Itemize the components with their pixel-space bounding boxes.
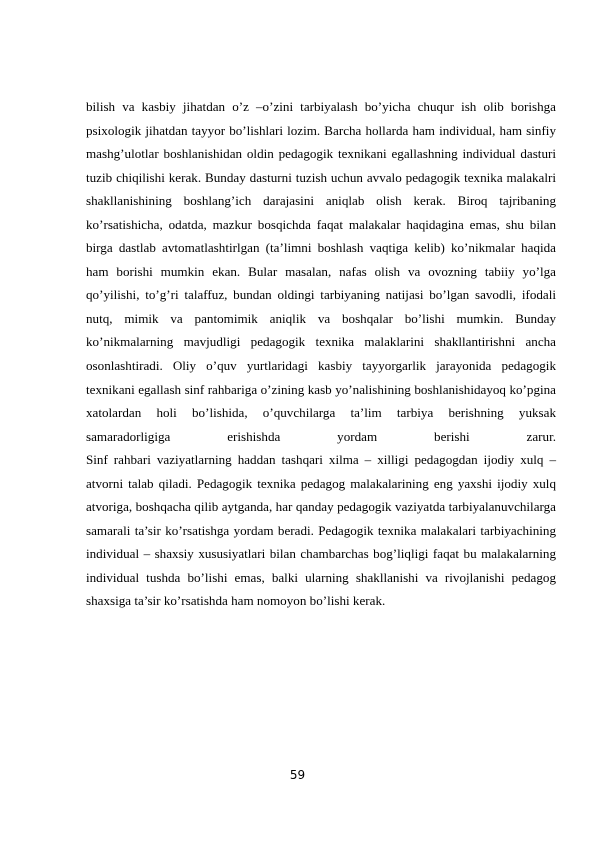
paragraph-1: bilish va kasbiy jihatdan o’z –o’zini tarbiyalash bo’yicha chuqur ish olib borishga psixologik jihatdan tayyor bo’lishlari lozim. Barcha hollarda ham individual, ham sinfiy mashg’ulotlar boshlanishidan oldin pedagogik texnikani egallashning individual dasturi tuzib chiqilishi kerak. Bunday dasturni tuzish uchun avvalo pedagogik texnika malakalri shakllanishining boshlang’ich darajasini aniqlab olish kerak. Biroq tajribaning ko’rsatishicha, odatda, mazkur bosqichda faqat malakalar haqidagina emas, shu bilan birga dastlab avtomatlashtirlgan (ta’limni boshlash vaqtiga kelib) ko’nikmalar haqida ham borishi mumkin ekan. Bular masalan, nafas olish va ovozning tabiiy yo’lga qo’yilishi, to’g’ri talaffuz, bundan oldingi tarbiyaning natijasi bo’lgan savodli, ifodali nutq, mimik va pantomimik aniqlik va boshqalar bo’lishi mumkin. Bunday ko’nikmalarning mavjudligi pedagogik texnika malaklarini shakllantirishni ancha osonlashtiradi. Oliy o’quv yurtlaridagi kasbiy tayyorgarlik jarayonida pedagogik texnikani egallash sinf rahbariga o’zining kasb yo’nalishining boshlanishidayoq ko’pgina xatolardan holi bo’lishida, o’quvchilarga ta’lim tarbiya berishning yuksak samaradorligiga erishishda yordam berishi zarur. [86,99,556,444]
paragraph-2: Sinf rahbari vaziyatlarning haddan tashqari xilma – xilligi pedagogdan ijodiy xulq – atvorni talab qiladi. Pedagogik texnika pedagog malakalarining eng yaxshi ijodiy xulq atvoriga, boshqacha qilib aytganda, har qanday pedagogik vaziyatda tarbiyalanuvchilarga samarali ta’sir ko’rsatishga yordam beradi. Pedagogik texnika malakalari tarbiyachining individual – shaxsiy xususiyatlari bilan chambarchas bog’liqligi faqat bu malakalarning individual tushda bo’lishi emas, balki ularning shakllanishi va rivojlanishi pedagog shaxsiga ta’sir ko’rsatishda ham nomoyon bo’lishi kerak. [86,452,556,609]
page-number: 59 [289,768,306,782]
body-text [86,95,556,613]
